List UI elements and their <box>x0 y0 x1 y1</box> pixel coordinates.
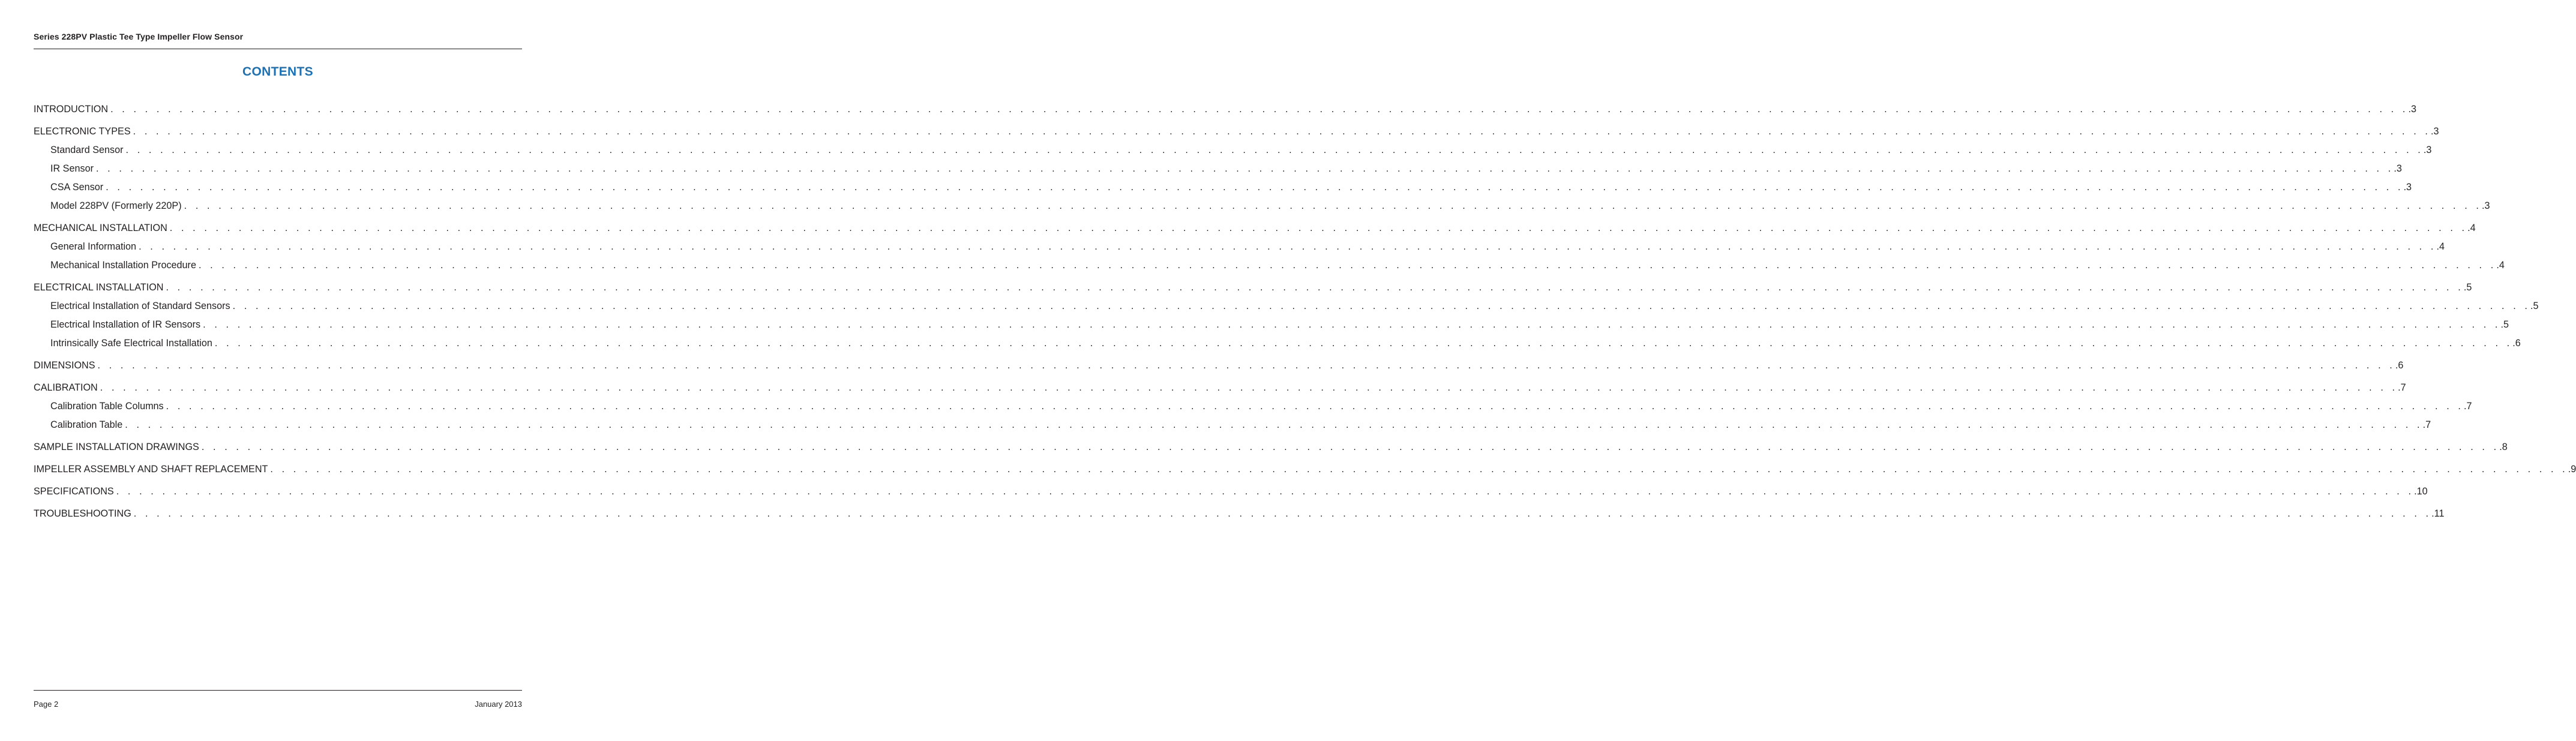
toc-entry-label: Calibration Table Columns <box>50 401 164 412</box>
toc-entry-label: MECHANICAL INSTALLATION <box>34 223 167 233</box>
footer-page-number: Page 2 <box>34 700 59 709</box>
toc-entry-page: .3 <box>2431 126 2439 137</box>
toc-dot-leader: . . . . . . . . . . . . . . . . . . . . . . . . . . . . . . . . . . . . . . . . . . . . . . . . . . . . . . . . . . . . . . . . . . . . . . . . . . . . . . . . . . . . . . . . . . . . . . . . . . . . . . . . . . . . . . . . . . . . . . . . . . . . . . . . . . . . . . . . . . . . . . . . . . . . . . . . . . . . . . . . . . . . . . . . . . . . . . . . . . . . . . . . . . . . . . . . . . . . . . . . <box>198 260 2497 271</box>
document-header-title: Series 228PV Plastic Tee Type Impeller Flow Sensor <box>34 32 244 41</box>
toc-dot-leader: . . . . . . . . . . . . . . . . . . . . . . . . . . . . . . . . . . . . . . . . . . . . . . . . . . . . . . . . . . . . . . . . . . . . . . . . . . . . . . . . . . . . . . . . . . . . . . . . . . . . . . . . . . . . . . . . . . . . . . . . . . . . . . . . . . . . . . . . . . . . . . . . . . . . . . . . . . . . . . . . . . . . . . . . . . . . . . . . . . . . . . . . . . . . . . . . . . . . . . . . <box>184 200 2482 211</box>
toc-entry-page: .4 <box>2467 223 2476 233</box>
toc-dot-leader: . . . . . . . . . . . . . . . . . . . . . . . . . . . . . . . . . . . . . . . . . . . . . . . . . . . . . . . . . . . . . . . . . . . . . . . . . . . . . . . . . . . . . . . . . . . . . . . . . . . . . . . . . . . . . . . . . . . . . . . . . . . . . . . . . . . . . . . . . . . . . . . . . . . . . . . . . . . . . . . . . . . . . . . . . . . . . . . . . . . . . . . . . . . . . . . . . . . . . . . . <box>169 223 2468 233</box>
toc-dot-leader: . . . . . . . . . . . . . . . . . . . . . . . . . . . . . . . . . . . . . . . . . . . . . . . . . . . . . . . . . . . . . . . . . . . . . . . . . . . . . . . . . . . . . . . . . . . . . . . . . . . . . . . . . . . . . . . . . . . . . . . . . . . . . . . . . . . . . . . . . . . . . . . . . . . . . . . . . . . . . . . . . . . . . . . . . . . . . . . . . . . . . . . . . . . . . . . . . . . . . . . . <box>232 301 2531 311</box>
toc-entry-label: General Information <box>50 241 137 252</box>
toc-subsection-entry[interactable] <box>34 161 2402 176</box>
toc-subsection-entry[interactable] <box>34 317 2509 332</box>
toc-section-entry[interactable] <box>34 102 2416 117</box>
toc-entry-page: .7 <box>2398 382 2406 393</box>
toc-dot-leader: . . . . . . . . . . . . . . . . . . . . . . . . . . . . . . . . . . . . . . . . . . . . . . . . . . . . . . . . . . . . . . . . . . . . . . . . . . . . . . . . . . . . . . . . . . . . . . . . . . . . . . . . . . . . . . . . . . . . . . . . . . . . . . . . . . . . . . . . . . . . . . . . . . . . . . . . . . . . . . . . . . . . . . . . . . . . . . . . . . . . . . . . . . . . . . . . . . . . . . . . <box>125 419 2423 430</box>
toc-dot-leader: . . . . . . . . . . . . . . . . . . . . . . . . . . . . . . . . . . . . . . . . . . . . . . . . . . . . . . . . . . . . . . . . . . . . . . . . . . . . . . . . . . . . . . . . . . . . . . . . . . . . . . . . . . . . . . . . . . . . . . . . . . . . . . . . . . . . . . . . . . . . . . . . . . . . . . . . . . . . . . . . . . . . . . . . . . . . . . . . . . . . . . . . . . . . . . . . . . . . . . . . <box>110 104 2409 115</box>
toc-section-entry[interactable] <box>34 280 2472 295</box>
toc-entry-page: .7 <box>2422 419 2431 430</box>
toc-entry-page: .8 <box>2499 442 2508 452</box>
toc-entry-page: .4 <box>2436 241 2445 252</box>
toc-entry-page: .6 <box>2512 338 2521 349</box>
toc-entry-page: .3 <box>2482 200 2490 211</box>
toc-dot-leader: . . . . . . . . . . . . . . . . . . . . . . . . . . . . . . . . . . . . . . . . . . . . . . . . . . . . . . . . . . . . . . . . . . . . . . . . . . . . . . . . . . . . . . . . . . . . . . . . . . . . . . . . . . . . . . . . . . . . . . . . . . . . . . . . . . . . . . . . . . . . . . . . . . . . . . . . . . . . . . . . . . . . . . . . . . . . . . . . . . . . . . . . . . . . . . . . . . . . . . . . <box>214 338 2513 349</box>
toc-entry-page: .3 <box>2408 104 2416 115</box>
toc-entry-label: CSA Sensor <box>50 182 104 193</box>
toc-dot-leader: . . . . . . . . . . . . . . . . . . . . . . . . . . . . . . . . . . . . . . . . . . . . . . . . . . . . . . . . . . . . . . . . . . . . . . . . . . . . . . . . . . . . . . . . . . . . . . . . . . . . . . . . . . . . . . . . . . . . . . . . . . . . . . . . . . . . . . . . . . . . . . . . . . . . . . . . . . . . . . . . . . . . . . . . . . . . . . . . . . . . . . . . . . . . . . . . . . . . . . . . <box>166 401 2464 412</box>
toc-dot-leader: . . . . . . . . . . . . . . . . . . . . . . . . . . . . . . . . . . . . . . . . . . . . . . . . . . . . . . . . . . . . . . . . . . . . . . . . . . . . . . . . . . . . . . . . . . . . . . . . . . . . . . . . . . . . . . . . . . . . . . . . . . . . . . . . . . . . . . . . . . . . . . . . . . . . . . . . . . . . . . . . . . . . . . . . . . . . . . . . . . . . . . . . . . . . . . . . . . . . . . . . <box>133 508 2432 519</box>
toc-entry-label: DIMENSIONS <box>34 360 95 371</box>
toc-dot-leader: . . . . . . . . . . . . . . . . . . . . . . . . . . . . . . . . . . . . . . . . . . . . . . . . . . . . . . . . . . . . . . . . . . . . . . . . . . . . . . . . . . . . . . . . . . . . . . . . . . . . . . . . . . . . . . . . . . . . . . . . . . . . . . . . . . . . . . . . . . . . . . . . . . . . . . . . . . . . . . . . . . . . . . . . . . . . . . . . . . . . . . . . . . . . . . . . . . . . . . . . <box>97 360 2395 371</box>
toc-entry-label: Electrical Installation of IR Sensors <box>50 319 201 330</box>
toc-entry-label: Model 228PV (Formerly 220P) <box>50 200 182 211</box>
toc-entry-label: SAMPLE INSTALLATION DRAWINGS <box>34 442 199 452</box>
toc-section-entry[interactable] <box>34 380 2406 395</box>
toc-entry-page: .4 <box>2496 260 2505 271</box>
toc-dot-leader: . . . . . . . . . . . . . . . . . . . . . . . . . . . . . . . . . . . . . . . . . . . . . . . . . . . . . . . . . . . . . . . . . . . . . . . . . . . . . . . . . . . . . . . . . . . . . . . . . . . . . . . . . . . . . . . . . . . . . . . . . . . . . . . . . . . . . . . . . . . . . . . . . . . . . . . . . . . . . . . . . . . . . . . . . . . . . . . . . . . . . . . . . . . . . . . . . . . . . . . . <box>106 182 2404 193</box>
toc-entry-label: IMPELLER ASSEMBLY AND SHAFT REPLACEMENT <box>34 464 268 475</box>
toc-entry-label: CALIBRATION <box>34 382 98 393</box>
toc-entry-label: INTRODUCTION <box>34 104 109 115</box>
toc-subsection-entry[interactable] <box>34 299 2539 314</box>
toc-entry-label: Electrical Installation of Standard Sensors <box>50 301 230 311</box>
toc-subsection-entry[interactable] <box>34 399 2472 414</box>
footer-date: January 2013 <box>475 700 522 709</box>
contents-heading: CONTENTS <box>242 65 313 79</box>
toc-subsection-entry[interactable] <box>34 418 2431 433</box>
toc-subsection-entry[interactable] <box>34 336 2521 351</box>
toc-section-entry[interactable] <box>34 124 2439 139</box>
toc-dot-leader: . . . . . . . . . . . . . . . . . . . . . . . . . . . . . . . . . . . . . . . . . . . . . . . . . . . . . . . . . . . . . . . . . . . . . . . . . . . . . . . . . . . . . . . . . . . . . . . . . . . . . . . . . . . . . . . . . . . . . . . . . . . . . . . . . . . . . . . . . . . . . . . . . . . . . . . . . . . . . . . . . . . . . . . . . . . . . . . . . . . . . . . . . . . . . . . . . . . . . . . . <box>201 442 2500 452</box>
toc-section-entry[interactable] <box>34 484 2428 499</box>
toc-subsection-entry[interactable] <box>34 199 2490 214</box>
toc-entry-page: .6 <box>2395 360 2404 371</box>
toc-entry-label: SPECIFICATIONS <box>34 486 114 497</box>
toc-entry-page: .11 <box>2431 508 2445 519</box>
toc-dot-leader: . . . . . . . . . . . . . . . . . . . . . . . . . . . . . . . . . . . . . . . . . . . . . . . . . . . . . . . . . . . . . . . . . . . . . . . . . . . . . . . . . . . . . . . . . . . . . . . . . . . . . . . . . . . . . . . . . . . . . . . . . . . . . . . . . . . . . . . . . . . . . . . . . . . . . . . . . . . . . . . . . . . . . . . . . . . . . . . . . . . . . . . . . . . . . . . . . . . . . . . . <box>95 163 2394 174</box>
toc-section-entry[interactable] <box>34 358 2404 373</box>
toc-dot-leader: . . . . . . . . . . . . . . . . . . . . . . . . . . . . . . . . . . . . . . . . . . . . . . . . . . . . . . . . . . . . . . . . . . . . . . . . . . . . . . . . . . . . . . . . . . . . . . . . . . . . . . . . . . . . . . . . . . . . . . . . . . . . . . . . . . . . . . . . . . . . . . . . . . . . . . . . . . . . . . . . . . . . . . . . . . . . . . . . . . . . . . . . . . . . . . . . . . . . . . . . <box>100 382 2398 393</box>
toc-subsection-entry[interactable] <box>34 143 2432 158</box>
toc-entry-label: TROUBLESHOOTING <box>34 508 131 519</box>
toc-entry-page: .5 <box>2530 301 2539 311</box>
toc-section-entry[interactable] <box>34 221 2476 236</box>
toc-section-entry[interactable] <box>34 440 2508 455</box>
toc-entry-page: .3 <box>2423 145 2432 155</box>
table-of-contents <box>34 102 2576 521</box>
toc-entry-label: Calibration Table <box>50 419 123 430</box>
toc-entry-page: .7 <box>2464 401 2472 412</box>
toc-entry-label: IR Sensor <box>50 163 94 174</box>
toc-entry-label: Standard Sensor <box>50 145 124 155</box>
toc-dot-leader: . . . . . . . . . . . . . . . . . . . . . . . . . . . . . . . . . . . . . . . . . . . . . . . . . . . . . . . . . . . . . . . . . . . . . . . . . . . . . . . . . . . . . . . . . . . . . . . . . . . . . . . . . . . . . . . . . . . . . . . . . . . . . . . . . . . . . . . . . . . . . . . . . . . . . . . . . . . . . . . . . . . . . . . . . . . . . . . . . . . . . . . . . . . . . . . . . . . . . . . . <box>166 282 2464 293</box>
footer-divider <box>34 690 522 691</box>
toc-subsection-entry[interactable] <box>34 258 2505 273</box>
toc-dot-leader: . . . . . . . . . . . . . . . . . . . . . . . . . . . . . . . . . . . . . . . . . . . . . . . . . . . . . . . . . . . . . . . . . . . . . . . . . . . . . . . . . . . . . . . . . . . . . . . . . . . . . . . . . . . . . . . . . . . . . . . . . . . . . . . . . . . . . . . . . . . . . . . . . . . . . . . . . . . . . . . . . . . . . . . . . . . . . . . . . . . . . . . . . . . . . . . . . . . . . . . . <box>270 464 2568 475</box>
toc-entry-label: Mechanical Installation Procedure <box>50 260 196 271</box>
toc-entry-page: .5 <box>2463 282 2472 293</box>
toc-dot-leader: . . . . . . . . . . . . . . . . . . . . . . . . . . . . . . . . . . . . . . . . . . . . . . . . . . . . . . . . . . . . . . . . . . . . . . . . . . . . . . . . . . . . . . . . . . . . . . . . . . . . . . . . . . . . . . . . . . . . . . . . . . . . . . . . . . . . . . . . . . . . . . . . . . . . . . . . . . . . . . . . . . . . . . . . . . . . . . . . . . . . . . . . . . . . . . . . . . . . . . . . <box>139 241 2437 252</box>
toc-section-entry[interactable] <box>34 506 2445 521</box>
toc-subsection-entry[interactable] <box>34 180 2412 195</box>
toc-dot-leader: . . . . . . . . . . . . . . . . . . . . . . . . . . . . . . . . . . . . . . . . . . . . . . . . . . . . . . . . . . . . . . . . . . . . . . . . . . . . . . . . . . . . . . . . . . . . . . . . . . . . . . . . . . . . . . . . . . . . . . . . . . . . . . . . . . . . . . . . . . . . . . . . . . . . . . . . . . . . . . . . . . . . . . . . . . . . . . . . . . . . . . . . . . . . . . . . . . . . . . . . <box>203 319 2501 330</box>
toc-dot-leader: . . . . . . . . . . . . . . . . . . . . . . . . . . . . . . . . . . . . . . . . . . . . . . . . . . . . . . . . . . . . . . . . . . . . . . . . . . . . . . . . . . . . . . . . . . . . . . . . . . . . . . . . . . . . . . . . . . . . . . . . . . . . . . . . . . . . . . . . . . . . . . . . . . . . . . . . . . . . . . . . . . . . . . . . . . . . . . . . . . . . . . . . . . . . . . . . . . . . . . . . <box>133 126 2431 137</box>
toc-entry-page: .3 <box>2394 163 2402 174</box>
toc-entry-label: ELECTRONIC TYPES <box>34 126 131 137</box>
toc-entry-label: Intrinsically Safe Electrical Installation <box>50 338 212 349</box>
toc-section-entry[interactable] <box>34 462 2576 477</box>
toc-entry-label: ELECTRICAL INSTALLATION <box>34 282 164 293</box>
toc-subsection-entry[interactable] <box>34 239 2445 254</box>
toc-entry-page: .10 <box>2414 486 2428 497</box>
toc-entry-page: .9 <box>2568 464 2576 475</box>
toc-dot-leader: . . . . . . . . . . . . . . . . . . . . . . . . . . . . . . . . . . . . . . . . . . . . . . . . . . . . . . . . . . . . . . . . . . . . . . . . . . . . . . . . . . . . . . . . . . . . . . . . . . . . . . . . . . . . . . . . . . . . . . . . . . . . . . . . . . . . . . . . . . . . . . . . . . . . . . . . . . . . . . . . . . . . . . . . . . . . . . . . . . . . . . . . . . . . . . . . . . . . . . . . <box>125 145 2424 155</box>
toc-entry-page: .3 <box>2403 182 2412 193</box>
toc-dot-leader: . . . . . . . . . . . . . . . . . . . . . . . . . . . . . . . . . . . . . . . . . . . . . . . . . . . . . . . . . . . . . . . . . . . . . . . . . . . . . . . . . . . . . . . . . . . . . . . . . . . . . . . . . . . . . . . . . . . . . . . . . . . . . . . . . . . . . . . . . . . . . . . . . . . . . . . . . . . . . . . . . . . . . . . . . . . . . . . . . . . . . . . . . . . . . . . . . . . . . . . . <box>116 486 2415 497</box>
toc-entry-page: .5 <box>2500 319 2509 330</box>
